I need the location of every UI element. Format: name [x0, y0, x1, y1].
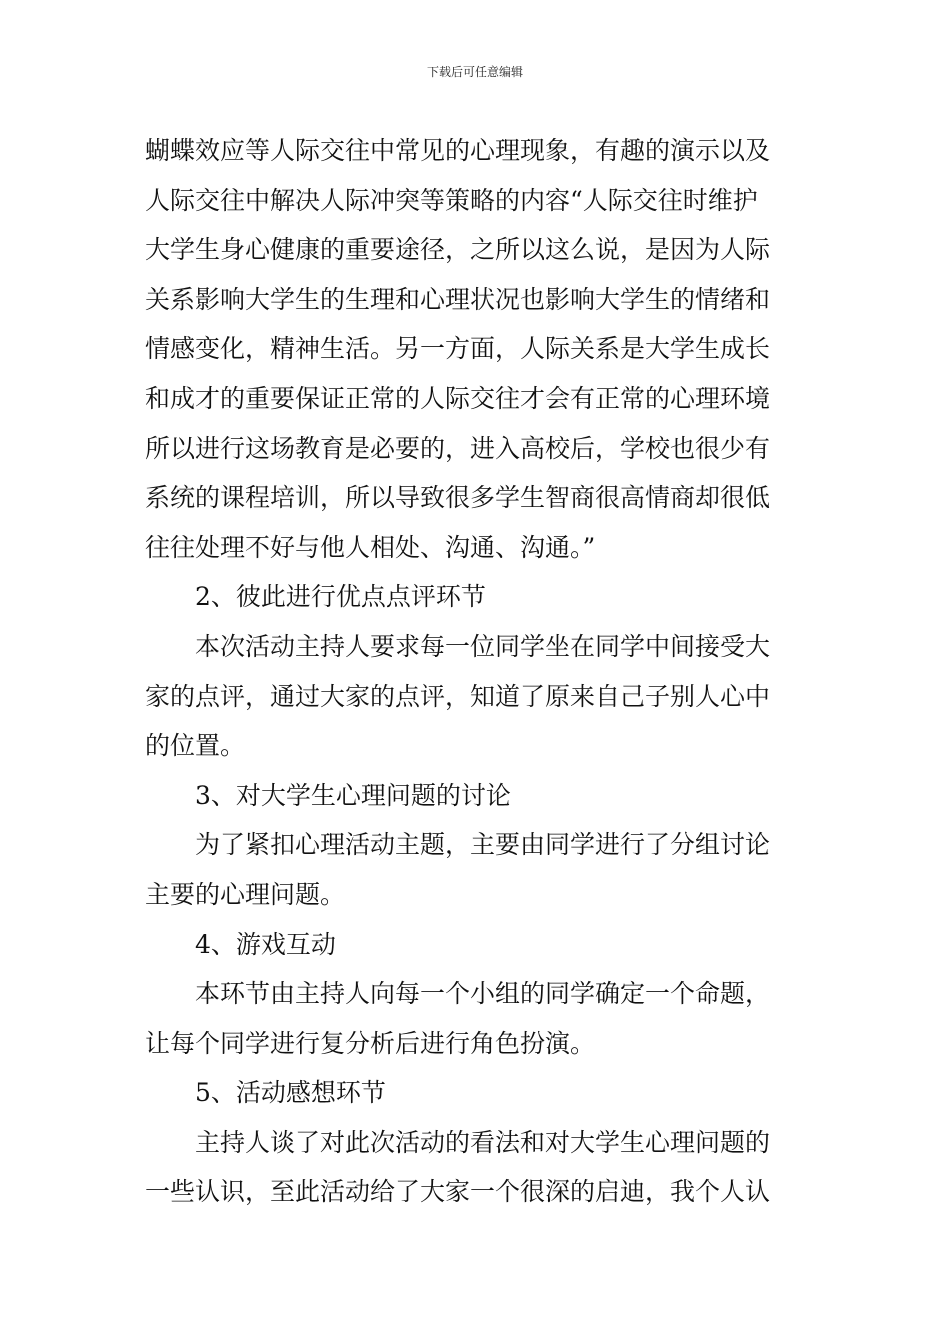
paragraph-start-line: 本环节由主持人向每一个小组的同学确定一个命题， [195, 979, 771, 1009]
paragraph-start-line: 为了紧扣心理活动主题，主要由同学进行了分组讨论 [195, 830, 771, 860]
paragraph-line: 人际交往中解决人际冲突等策略的内容“人际交往时维护 [145, 185, 758, 215]
paragraph-line: 情感变化，精神生活。另一方面，人际关系是大学生成长 [145, 334, 771, 364]
paragraph-line: 系统的课程培训，所以导致很多学生智商很高情商却很低 [145, 483, 771, 513]
paragraph-start-line: 3、对大学生心理问题的讨论 [195, 780, 511, 810]
paragraph-line: 大学生身心健康的重要途径，之所以这么说，是因为人际 [145, 235, 771, 265]
paragraph-line: 一些认识，至此活动给了大家一个很深的启迪，我个人认 [145, 1177, 771, 1207]
paragraph-start-line: 主持人谈了对此次活动的看法和对大学生心理问题的 [195, 1127, 771, 1157]
paragraph-line: 家的点评，通过大家的点评，知道了原来自己子别人心中 [145, 681, 771, 711]
page-header-note: 下载后可任意编辑 [426, 65, 523, 79]
paragraph-line: 关系影响大学生的生理和心理状况也影响大学生的情绪和 [145, 284, 771, 314]
paragraph-start-line: 5、活动感想环节 [195, 1078, 386, 1108]
paragraph-line: 所以进行这场教育是必要的，进入高校后，学校也很少有 [145, 433, 771, 463]
paragraph-start-line: 本次活动主持人要求每一位同学坐在同学中间接受大 [195, 631, 771, 661]
document-body [145, 126, 815, 1217]
paragraph-start-line: 4、游戏互动 [195, 929, 336, 959]
paragraph-start-line: 2、彼此进行优点点评环节 [195, 582, 486, 612]
paragraph-line: 往往处理不好与他人相处、沟通、沟通。” [145, 532, 596, 562]
paragraph-line: 和成才的重要保证正常的人际交往才会有正常的心理环境 [145, 383, 771, 413]
paragraph-line: 的位置。 [145, 731, 246, 761]
paragraph-line: 主要的心理问题。 [145, 879, 346, 909]
paragraph-line: 让每个同学进行复分析后进行角色扮演。 [145, 1028, 596, 1058]
paragraph-line: 蝴蝶效应等人际交往中常见的心理现象，有趣的演示以及 [145, 136, 771, 165]
